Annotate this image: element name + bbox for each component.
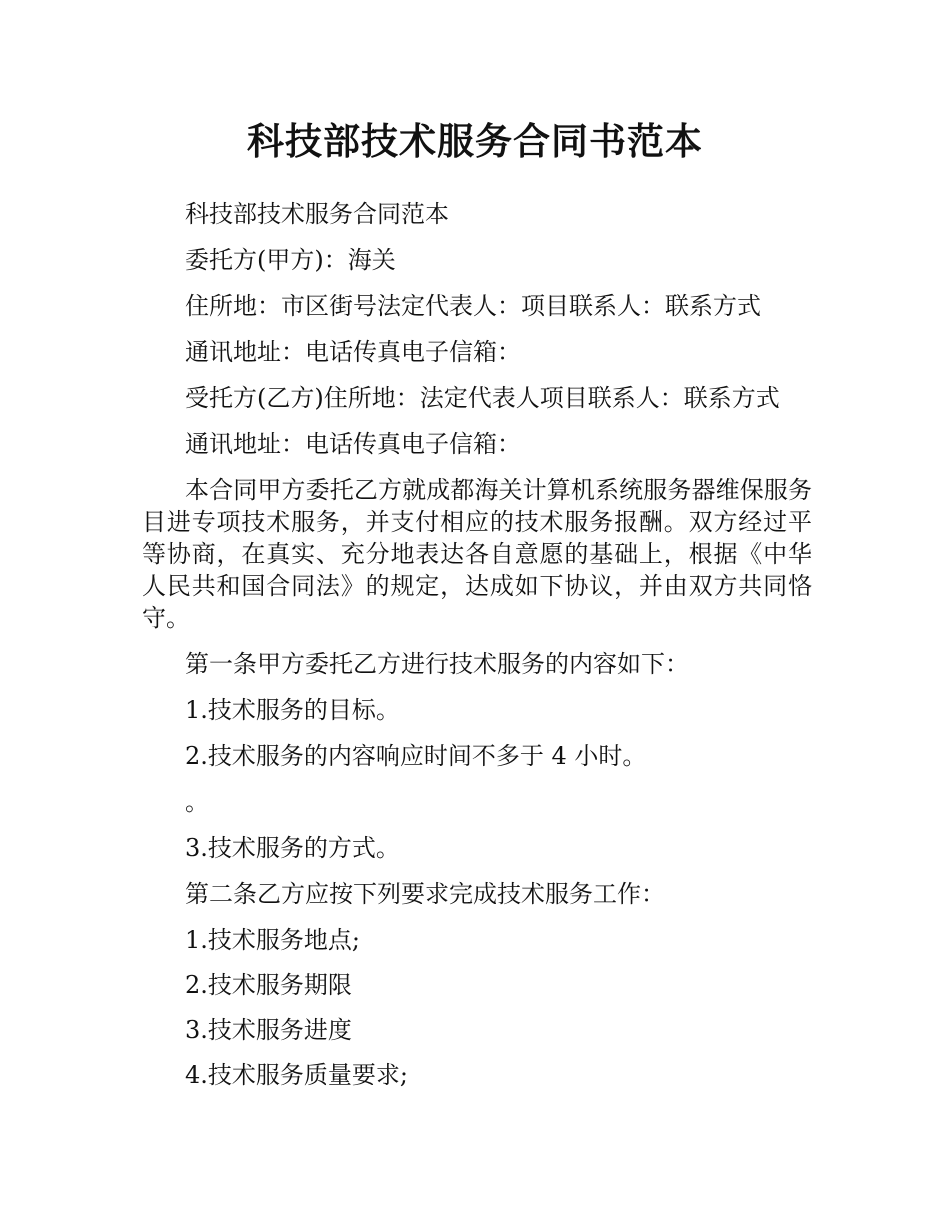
list-item: 3.技术服务进度 [185, 1016, 352, 1044]
list-item: 1.技术服务的目标。 [185, 696, 400, 724]
paragraph-preamble: 本合同甲方委托乙方就成都海关计算机系统服务器维保服务目进专项技术服务，并支付相应的技术服务报酬。双方经过平等协商，在真实、充分地表达各自意愿的基础上，根据《中华人民共和国合同法》的规定，达成如下协议，并由双方共同恪守。 [142, 476, 812, 632]
list-item: 3.技术服务的方式。 [185, 834, 400, 862]
list-item: 1.技术服务地点; [185, 926, 360, 954]
paragraph-party-a-contact: 通讯地址：电话传真电子信箱： [185, 338, 521, 366]
document-body [142, 198, 812, 1104]
paragraph-party-b-contact: 通讯地址：电话传真电子信箱： [185, 430, 521, 458]
paragraph-party-a: 委托方(甲方)：海关 [185, 246, 396, 274]
paragraph-party-a-address: 住所地：市区街号法定代表人：项目联系人：联系方式 [185, 292, 761, 320]
list-item: 4.技术服务质量要求; [185, 1061, 408, 1089]
paragraph-party-b-address: 受托方(乙方)住所地：法定代表人项目联系人：联系方式 [185, 384, 780, 412]
document-title: 科技部技术服务合同书范本 [247, 120, 703, 163]
list-item: 。 [185, 788, 209, 816]
paragraph-article-2: 第二条乙方应按下列要求完成技术服务工作： [185, 880, 665, 908]
paragraph-article-1: 第一条甲方委托乙方进行技术服务的内容如下： [185, 650, 689, 678]
list-item: 2.技术服务期限 [185, 971, 352, 999]
paragraph-contract-name: 科技部技术服务合同范本 [185, 200, 449, 228]
list-item: 2.技术服务的内容响应时间不多于 4 小时。 [185, 742, 647, 770]
